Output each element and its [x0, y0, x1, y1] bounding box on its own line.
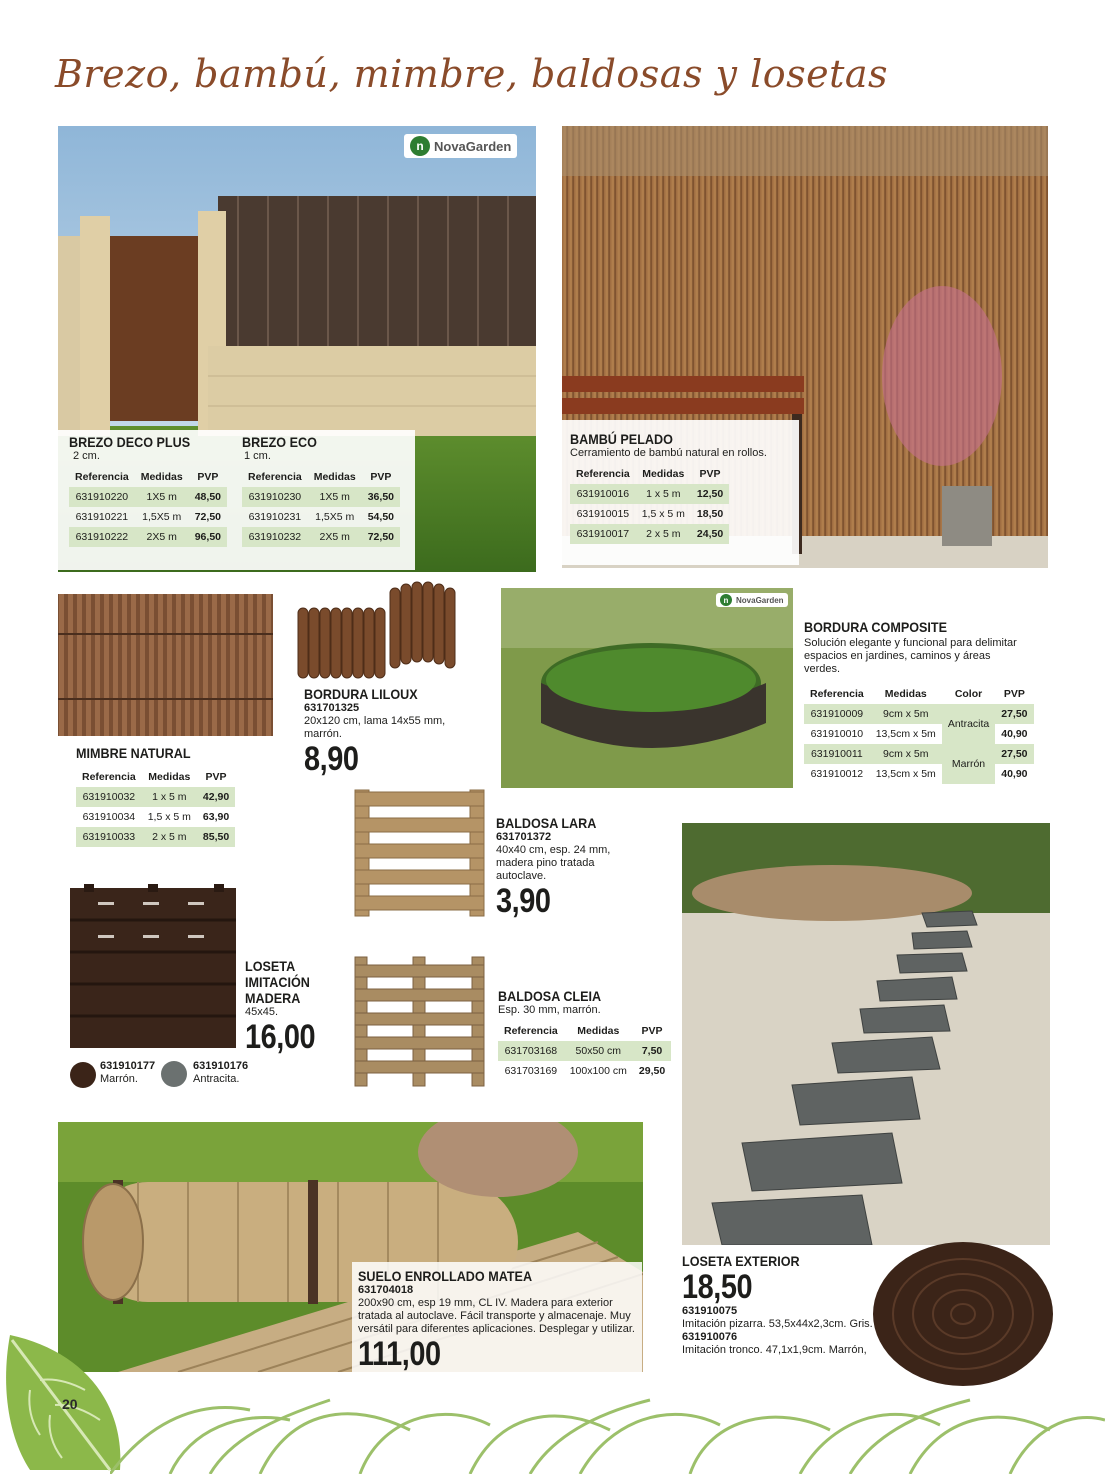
cell-ref: 631910009	[804, 704, 870, 724]
cell-size: 9cm x 5m	[870, 744, 942, 764]
cell-size: 1,5X5 m	[142, 511, 182, 523]
product-price: 8,90	[304, 740, 359, 778]
product-ref: 631910076	[682, 1331, 738, 1343]
cell-price: 72,50	[362, 527, 400, 547]
col-header: PVP	[205, 771, 227, 783]
cell-size: 50x50 cm	[564, 1041, 633, 1061]
page-title: Brezo, bambú, mimbre, baldosas y losetas	[55, 52, 889, 96]
cell-price: 27,50	[995, 744, 1033, 764]
cell-price: 63,90	[202, 811, 230, 823]
cell-ref: 631910033	[76, 827, 142, 847]
product-name: MIMBRE NATURAL	[76, 745, 191, 761]
cell-ref: 631910010	[810, 728, 864, 740]
col-header: Medidas	[313, 471, 356, 483]
bordura-liloux	[304, 686, 474, 777]
product-ref: 631701372	[496, 831, 552, 843]
cell-size: 1X5 m	[135, 487, 189, 507]
cell-size: 1 x 5 m	[142, 787, 197, 807]
product-name: SUELO ENROLLADO MATEA	[358, 1268, 533, 1284]
trunk-slice-illustration	[868, 1240, 1058, 1388]
table-row	[804, 704, 1034, 724]
variant-color: Marrón.	[100, 1073, 138, 1085]
baldosa-cleia	[498, 988, 678, 1081]
product-desc: Imitación pizarra. 53,5x44x2,3cm. Gris.	[682, 1318, 873, 1330]
cell-price: 24,50	[691, 524, 729, 544]
product-desc: 20x120 cm, lama 14x55 mm, marrón.	[304, 715, 446, 740]
bordura-composite	[804, 619, 1054, 784]
cell-ref: 631703168	[498, 1041, 564, 1061]
table-row	[242, 487, 400, 507]
mimbre-natural	[76, 745, 235, 847]
cleia-illustration	[353, 955, 486, 1088]
cell-ref: 631910232	[242, 527, 308, 547]
cell-ref: 631910012	[810, 768, 864, 780]
lara-illustration	[353, 788, 486, 918]
cell-ref: 631910016	[570, 484, 636, 504]
table-row	[804, 744, 1034, 764]
product-ref: 631910075	[682, 1305, 738, 1317]
mimbre-illustration	[58, 594, 273, 736]
cell-size: 1,5 x 5 m	[147, 811, 191, 823]
cell-ref: 631910222	[69, 527, 135, 547]
variant-ref: 631910177	[100, 1060, 156, 1072]
table-row	[804, 764, 1034, 784]
product-name: BORDURA COMPOSITE	[804, 619, 948, 635]
cell-ref: 631910231	[248, 511, 302, 523]
variant-ref: 631910176	[193, 1060, 249, 1072]
product-spec: 45x45.	[245, 1006, 279, 1018]
cleia-photo	[353, 955, 486, 1088]
col-header: PVP	[370, 471, 392, 483]
col-header: PVP	[1003, 688, 1025, 700]
col-header: PVP	[197, 471, 219, 483]
cell-price: 72,50	[194, 511, 221, 523]
table-row	[570, 484, 729, 504]
cell-size: 1,5 x 5 m	[641, 508, 685, 520]
logo-text: NovaGarden	[736, 595, 784, 605]
mimbre-photo	[58, 594, 273, 736]
cell-price: 96,50	[189, 527, 227, 547]
col-header: Medidas	[642, 468, 685, 480]
cell-ref: 631910230	[242, 487, 308, 507]
cell-size: 2 x 5 m	[636, 524, 691, 544]
loseta-madera-illustration	[68, 882, 240, 1052]
leaf-logo-icon: n	[720, 594, 732, 606]
cell-price: 48,50	[189, 487, 227, 507]
variant-color: Antracita.	[193, 1073, 240, 1085]
cell-ref: 631910015	[576, 508, 630, 520]
cell-price: 27,50	[995, 704, 1033, 724]
product-spec: 2 cm.	[73, 450, 100, 462]
table-row	[242, 507, 400, 527]
cell-price: 12,50	[691, 484, 729, 504]
leaf-logo-icon: n	[410, 136, 430, 156]
product-desc: 40x40 cm, esp. 24 mm, madera pino tratada autoclave.	[496, 844, 611, 882]
cell-price: 85,50	[197, 827, 235, 847]
cell-ref: 631703169	[504, 1065, 558, 1077]
col-header: Referencia	[810, 688, 864, 700]
product-name: BORDURA LILOUX	[304, 686, 418, 702]
cell-size: 13,5cm x 5m	[875, 768, 936, 780]
product-price: 16,00	[245, 1018, 316, 1056]
cell-ref: 631910011	[804, 744, 870, 764]
novagarden-logo-small	[716, 593, 788, 607]
cell-price: 40,90	[1001, 728, 1028, 740]
logo-text: NovaGarden	[434, 138, 512, 154]
col-header: PVP	[699, 468, 721, 480]
cell-ref: 631910017	[570, 524, 636, 544]
loseta-imitacion-madera	[245, 958, 365, 1055]
product-name: BREZO DECO PLUS	[69, 434, 191, 450]
product-name: BAMBÚ PELADO	[570, 431, 673, 447]
product-desc: Cerramiento de bambú natural en rollos.	[570, 447, 767, 459]
price-table	[76, 767, 235, 847]
product-price: 3,90	[496, 882, 551, 920]
col-header: Medidas	[884, 688, 927, 700]
cell-color: Marrón	[942, 744, 995, 784]
price-table	[498, 1021, 671, 1081]
cell-size: 2X5 m	[308, 527, 362, 547]
color-swatch-antracita	[161, 1061, 187, 1087]
col-header: PVP	[641, 1025, 663, 1037]
product-ref: 631704018	[358, 1284, 414, 1296]
product-price: 18,50	[682, 1268, 753, 1306]
cell-size: 1 x 5 m	[636, 484, 691, 504]
cell-ref: 631910220	[69, 487, 135, 507]
cell-price: 40,90	[1001, 768, 1028, 780]
price-table	[804, 684, 1034, 784]
table-row	[570, 524, 729, 544]
novagarden-logo	[404, 134, 517, 158]
product-name-line1: LOSETA	[245, 958, 296, 974]
col-header: Referencia	[576, 468, 630, 480]
cell-size: 1,5X5 m	[315, 511, 355, 523]
table-row	[76, 827, 235, 847]
col-header: Medidas	[140, 471, 183, 483]
color-swatch-marron	[70, 1062, 96, 1088]
page-number: 20	[62, 1396, 78, 1412]
path-illustration	[682, 823, 1050, 1245]
cell-size: 2X5 m	[135, 527, 189, 547]
table-row	[570, 504, 729, 524]
grass-icon	[110, 1380, 1105, 1474]
product-price: 111,00	[358, 1335, 441, 1373]
product-name-line3: MADERA	[245, 990, 301, 1006]
table-row	[69, 487, 227, 507]
cell-size: 9cm x 5m	[870, 704, 942, 724]
table-row	[242, 527, 400, 547]
table-row	[498, 1041, 671, 1061]
cell-color: Antracita	[942, 704, 995, 744]
cell-price: 29,50	[638, 1065, 666, 1077]
table-row	[76, 787, 235, 807]
price-table	[69, 467, 227, 547]
price-table	[242, 467, 400, 547]
brezo-eco	[242, 434, 400, 547]
product-ref: 631701325	[304, 702, 360, 714]
composite-illustration	[501, 588, 793, 788]
cell-price: 36,50	[362, 487, 400, 507]
product-spec: 1 cm.	[244, 450, 271, 462]
loseta-madera-photo	[68, 882, 240, 1052]
variant-antracita	[193, 1060, 248, 1086]
col-header: Medidas	[577, 1025, 620, 1037]
table-row	[76, 807, 235, 827]
liloux-photo	[294, 578, 459, 682]
cell-price: 18,50	[696, 508, 724, 520]
composite-photo	[501, 588, 793, 788]
cell-price: 42,90	[197, 787, 235, 807]
liloux-illustration	[294, 578, 459, 682]
table-row	[498, 1061, 671, 1081]
col-header: Referencia	[82, 771, 136, 783]
lara-photo	[353, 788, 486, 918]
cell-size: 100x100 cm	[569, 1065, 627, 1077]
table-row	[804, 724, 1034, 744]
col-header: Referencia	[248, 471, 302, 483]
cell-price: 7,50	[633, 1041, 671, 1061]
cell-ref: 631910034	[82, 811, 136, 823]
col-header: Medidas	[148, 771, 191, 783]
product-desc: Imitación tronco. 47,1x1,9cm. Marrón,	[682, 1344, 867, 1356]
table-row	[69, 507, 227, 527]
path-photo	[682, 823, 1050, 1245]
cell-ref: 631910221	[75, 511, 129, 523]
product-desc: 200x90 cm, esp 19 mm, CL IV. Madera para exterior tratada al autoclave. Fácil transporte y almacenaje. Muy versátil para diferentes aplicaciones. Desplegar y utilizar.	[358, 1297, 635, 1335]
table-row	[69, 527, 227, 547]
cell-size: 13,5cm x 5m	[875, 728, 936, 740]
bambu-pelado	[570, 431, 767, 544]
price-table	[570, 464, 729, 544]
product-name: BALDOSA CLEIA	[498, 988, 602, 1004]
cell-price: 54,50	[367, 511, 394, 523]
trunk-slice-image	[868, 1240, 1058, 1388]
product-name: BALDOSA LARA	[496, 815, 597, 831]
product-name: BREZO ECO	[242, 434, 317, 450]
product-desc: Esp. 30 mm, marrón.	[498, 1004, 601, 1016]
cell-ref: 631910032	[76, 787, 142, 807]
loseta-exterior	[682, 1253, 882, 1357]
brezo-deco-plus	[69, 434, 227, 547]
baldosa-lara	[496, 815, 626, 919]
product-name-line2: IMITACIÓN	[245, 974, 310, 990]
variant-marron	[100, 1060, 155, 1086]
cell-size: 2 x 5 m	[142, 827, 197, 847]
decorative-grass	[110, 1380, 1105, 1474]
product-name: LOSETA EXTERIOR	[682, 1253, 800, 1269]
product-desc: Solución elegante y funcional para delimitar espacios en jardines, caminos y áreas verdes.	[804, 637, 1017, 675]
col-header: Referencia	[504, 1025, 558, 1037]
cell-size: 1X5 m	[308, 487, 362, 507]
col-header: Referencia	[75, 471, 129, 483]
col-header: Color	[954, 688, 983, 700]
suelo-enrollado-matea	[358, 1268, 640, 1372]
